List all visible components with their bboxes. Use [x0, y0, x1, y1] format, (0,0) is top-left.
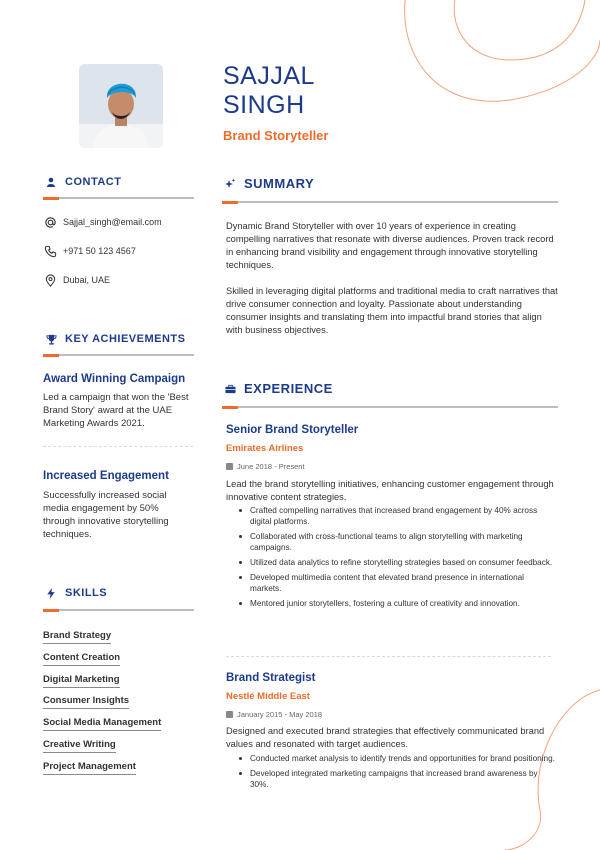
skill-item: Project Management	[43, 761, 136, 775]
contact-rule	[43, 197, 194, 199]
list-item: Crafted compelling narratives that increased brand engagement by 40% across digital platforms.	[250, 505, 555, 527]
calendar-icon	[226, 711, 233, 718]
list-item: Developed multimedia content that elevated brand presence in international markets.	[250, 572, 555, 594]
divider	[43, 446, 193, 447]
summary-rule	[222, 201, 558, 203]
job-dates: January 2015 - May 2018	[226, 710, 322, 719]
candidate-name: SAJJAL SINGH	[223, 62, 315, 119]
skill-item: Digital Marketing	[43, 674, 120, 688]
lightning-icon	[45, 587, 57, 599]
briefcase-icon	[224, 383, 236, 395]
skill-item: Creative Writing	[43, 739, 116, 753]
contact-email[interactable]: Sajjal_singh@email.com	[43, 215, 162, 229]
summary-paragraph: Skilled in leveraging digital platforms and traditional media to craft narratives that drive consumer connection and loyalty. Passionate about understanding consumer insights and translating them into impactful brand stories that align with business objectives.	[226, 286, 558, 335]
list-item: Mentored junior storytellers, fostering a culture of creativity and innovation.	[250, 598, 555, 609]
skill-item: Social Media Management	[43, 717, 161, 731]
achievement-title: Increased Engagement	[43, 470, 169, 482]
calendar-icon	[226, 463, 233, 470]
skill-item: Content Creation	[43, 652, 120, 666]
skill-item: Consumer Insights	[43, 695, 129, 709]
summary-paragraph: Dynamic Brand Storyteller with over 10 years of experience in creating compelling narratives that resonate with diverse audiences. Proven track record in enhancing brand visibility and engagement through innovative storytelling techniques.	[226, 221, 554, 270]
divider	[226, 656, 551, 657]
job-title: Senior Brand Storyteller	[226, 424, 359, 436]
achievements-rule	[43, 354, 194, 356]
summary-heading: SUMMARY	[224, 176, 314, 191]
achievement-title: Award Winning Campaign	[43, 373, 186, 385]
candidate-role: Brand Storyteller	[223, 128, 329, 143]
job-description: Lead the brand storytelling initiatives, enhancing customer engagement through innovative content strategies.	[226, 479, 554, 502]
user-icon	[45, 176, 57, 188]
contact-phone[interactable]: +971 50 123 4567	[43, 244, 136, 258]
job-bullets	[250, 753, 555, 794]
job-dates: June 2018 - Present	[226, 462, 305, 471]
job-description: Designed and executed brand strategies that effectively communicated brand values and resonated with target audiences.	[226, 726, 545, 749]
company-name: Nestlé Middle East	[226, 691, 310, 702]
skills-heading: SKILLS	[45, 587, 107, 599]
location-pin-icon	[43, 273, 57, 287]
achievements-heading: KEY ACHIEVEMENTS	[45, 333, 185, 345]
company-name: Emirates Airlines	[226, 443, 304, 454]
list-item: Collaborated with cross-functional teams to align storytelling with marketing campaigns.	[250, 531, 555, 553]
profile-photo	[79, 64, 163, 148]
skill-item: Brand Strategy	[43, 630, 111, 644]
achievement-text: Led a campaign that won the 'Best Brand Story' award at the UAE Marketing Awards 2021.	[43, 392, 189, 429]
list-item: Utilized data analytics to refine storytelling strategies based on consumer feedback.	[250, 557, 555, 568]
phone-icon	[43, 244, 57, 258]
at-sign-icon	[43, 215, 57, 229]
experience-heading: EXPERIENCE	[224, 381, 333, 396]
contact-heading: CONTACT	[45, 176, 121, 188]
contact-location: Dubai, UAE	[43, 273, 110, 287]
job-bullets	[250, 505, 555, 613]
sparkle-icon	[224, 178, 236, 190]
experience-rule	[222, 406, 558, 408]
skills-rule	[43, 609, 194, 611]
achievement-text: Successfully increased social media engagement by 50% through innovative storytelling techniques.	[43, 490, 169, 540]
list-item: Conducted market analysis to identify trends and opportunities for brand positioning.	[250, 754, 555, 763]
person-photo-icon	[79, 64, 163, 148]
job-title: Brand Strategist	[226, 672, 316, 684]
trophy-icon	[45, 333, 57, 345]
list-item: Developed integrated marketing campaigns that increased brand awareness by 30%.	[250, 768, 555, 790]
